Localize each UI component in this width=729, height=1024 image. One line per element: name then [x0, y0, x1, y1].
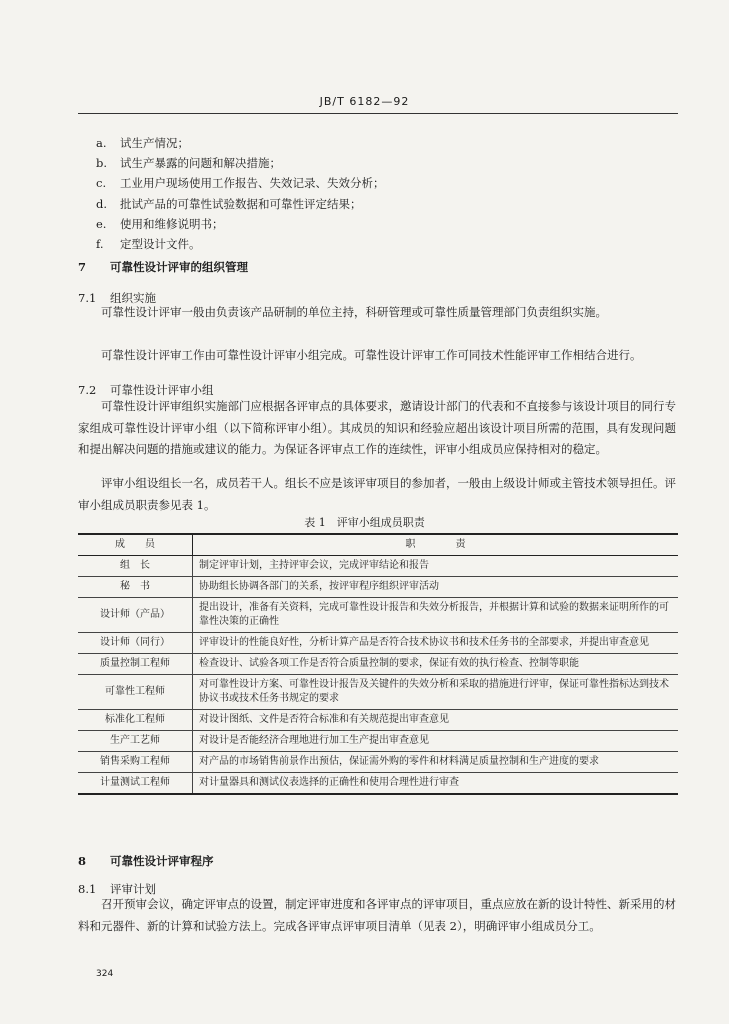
table-row — [78, 710, 678, 731]
section-7-heading — [78, 259, 248, 275]
section-title: 可靠性设计评审小组 — [110, 383, 214, 397]
member-role: 销售采购工程师 — [78, 752, 193, 773]
table-caption: 表 1 评审小组成员职责 — [304, 516, 425, 529]
list-item — [96, 153, 385, 173]
section-title: 评审计划 — [110, 882, 156, 896]
list-item — [96, 133, 385, 153]
section-number: 7.2 — [78, 383, 97, 397]
list-item-text: 试生产情况； — [120, 136, 189, 150]
list-item-label: f. — [96, 237, 104, 252]
member-role: 设计师（产品） — [78, 598, 193, 633]
member-role: 计量测试工程师 — [78, 773, 193, 795]
list-item-label: e. — [96, 216, 107, 231]
member-duty: 协助组长协调各部门的关系，按评审程序组织评审活动 — [193, 577, 679, 598]
table-row — [78, 773, 678, 795]
responsibility-table — [78, 533, 678, 795]
member-role: 设计师（同行） — [78, 633, 193, 654]
table-row — [78, 675, 678, 710]
member-duty: 对设计是否能经济合理地进行加工生产提出审查意见 — [193, 731, 679, 752]
table-header-row — [78, 534, 678, 556]
member-duty: 制定评审计划，主持评审会议，完成评审结论和报告 — [193, 556, 679, 577]
member-duty: 对可靠性设计方案、可靠性设计报告及关键件的失效分析和采取的措施进行评审，保证可靠性指标达到技术协议书或技术任务书规定的要求 — [193, 675, 679, 710]
list-item-label: d. — [96, 196, 108, 211]
table-row — [78, 633, 678, 654]
section-number: 7 — [78, 260, 87, 274]
paragraph-7-2-b: 评审小组设组长一名，成员若干人。组长不应是该评审项目的参加者，一般由上级设计师或主管技术领导担任。评审小组成员职责参见表 1。 — [78, 476, 676, 512]
header-rule — [78, 113, 678, 114]
member-duty: 评审设计的性能良好性，分析计算产品是否符合技术协议书和技术任务书的全部要求，并提出审查意见 — [193, 633, 679, 654]
section-number: 8.1 — [78, 882, 97, 896]
member-role: 组 长 — [78, 556, 193, 577]
member-role: 秘 书 — [78, 577, 193, 598]
paragraph-8-1: 召开预审会议，确定评审点的设置，制定评审进度和各评审点的评审项目，重点应放在新的设计特性、新采用的材料和元器件、新的计算和试验方法上。完成各评审点评审项目清单（见表 2），明确评审小组成员分工。 — [78, 897, 676, 933]
member-role: 可靠性工程师 — [78, 675, 193, 710]
table-row — [78, 598, 678, 633]
table-row — [78, 654, 678, 675]
section-number: 7.1 — [78, 291, 97, 305]
list-item-label: b. — [96, 156, 108, 171]
list-item — [96, 214, 385, 234]
member-duty: 对计量器具和测试仪表选择的正确性和使用合理性进行审查 — [193, 773, 679, 795]
item-list — [96, 133, 385, 254]
list-item — [96, 173, 385, 193]
list-item-label: a. — [96, 136, 107, 150]
section-8-heading — [78, 853, 214, 869]
list-item-text: 批试产品的可靠性试验数据和可靠性评定结果； — [120, 196, 362, 211]
section-title: 可靠性设计评审的组织管理 — [110, 260, 248, 274]
member-role: 标准化工程师 — [78, 710, 193, 731]
member-role: 生产工艺师 — [78, 731, 193, 752]
section-title: 组织实施 — [110, 291, 156, 305]
member-duty: 对设计图纸、文件是否符合标准和有关规范提出审查意见 — [193, 710, 679, 731]
list-item-text: 工业用户现场使用工作报告、失效记录、失效分析； — [120, 176, 385, 191]
list-item — [96, 194, 385, 214]
paragraph-7-1-a: 可靠性设计评审一般由负责该产品研制的单位主持，科研管理或可靠性质量管理部门负责组织实施。 — [101, 305, 607, 319]
member-duty: 提出设计，准备有关资料，完成可靠性设计报告和失效分析报告，并根据计算和试验的数据来证明所作的可靠性决策的正确性 — [193, 598, 679, 633]
paragraph-7-2-a: 可靠性设计评审组织实施部门应根据各评审点的具体要求，邀请设计部门的代表和不直接参与该设计项目的同行专家组成可靠性设计评审小组（以下简称评审小组）。其成员的知识和经验应超出该设计项目所需的范围，具有发现问题和提出解决问题的措施或建议的能力。为保证各评审点工作的连续性，评审小组成员应保持相对的稳定。 — [78, 399, 676, 456]
section-title: 可靠性设计评审程序 — [110, 854, 214, 868]
paragraph-7-1-b: 可靠性设计评审工作由可靠性设计评审小组完成。可靠性设计评审工作可同技术性能评审工作相结合进行。 — [101, 348, 642, 362]
list-item-text: 使用和维修说明书； — [120, 216, 224, 231]
list-item-text: 试生产暴露的问题和解决措施； — [120, 156, 281, 171]
table-row — [78, 752, 678, 773]
list-item — [96, 234, 385, 254]
member-duty: 对产品的市场销售前景作出预估，保证需外购的零件和材料满足质量控制和生产进度的要求 — [193, 752, 679, 773]
table-row — [78, 731, 678, 752]
column-header-duty: 职 责 — [193, 534, 679, 556]
section-number: 8 — [78, 854, 87, 868]
page-number: 324 — [96, 969, 114, 979]
standard-number-header: JB/T 6182—92 — [319, 95, 410, 108]
column-header-member: 成 员 — [78, 534, 193, 556]
member-duty: 检查设计、试验各项工作是否符合质量控制的要求，保证有效的执行检查、控制等职能 — [193, 654, 679, 675]
list-item-label: c. — [96, 176, 107, 191]
list-item-text: 定型设计文件。 — [120, 237, 201, 252]
member-role: 质量控制工程师 — [78, 654, 193, 675]
table-row — [78, 556, 678, 577]
table-row — [78, 577, 678, 598]
